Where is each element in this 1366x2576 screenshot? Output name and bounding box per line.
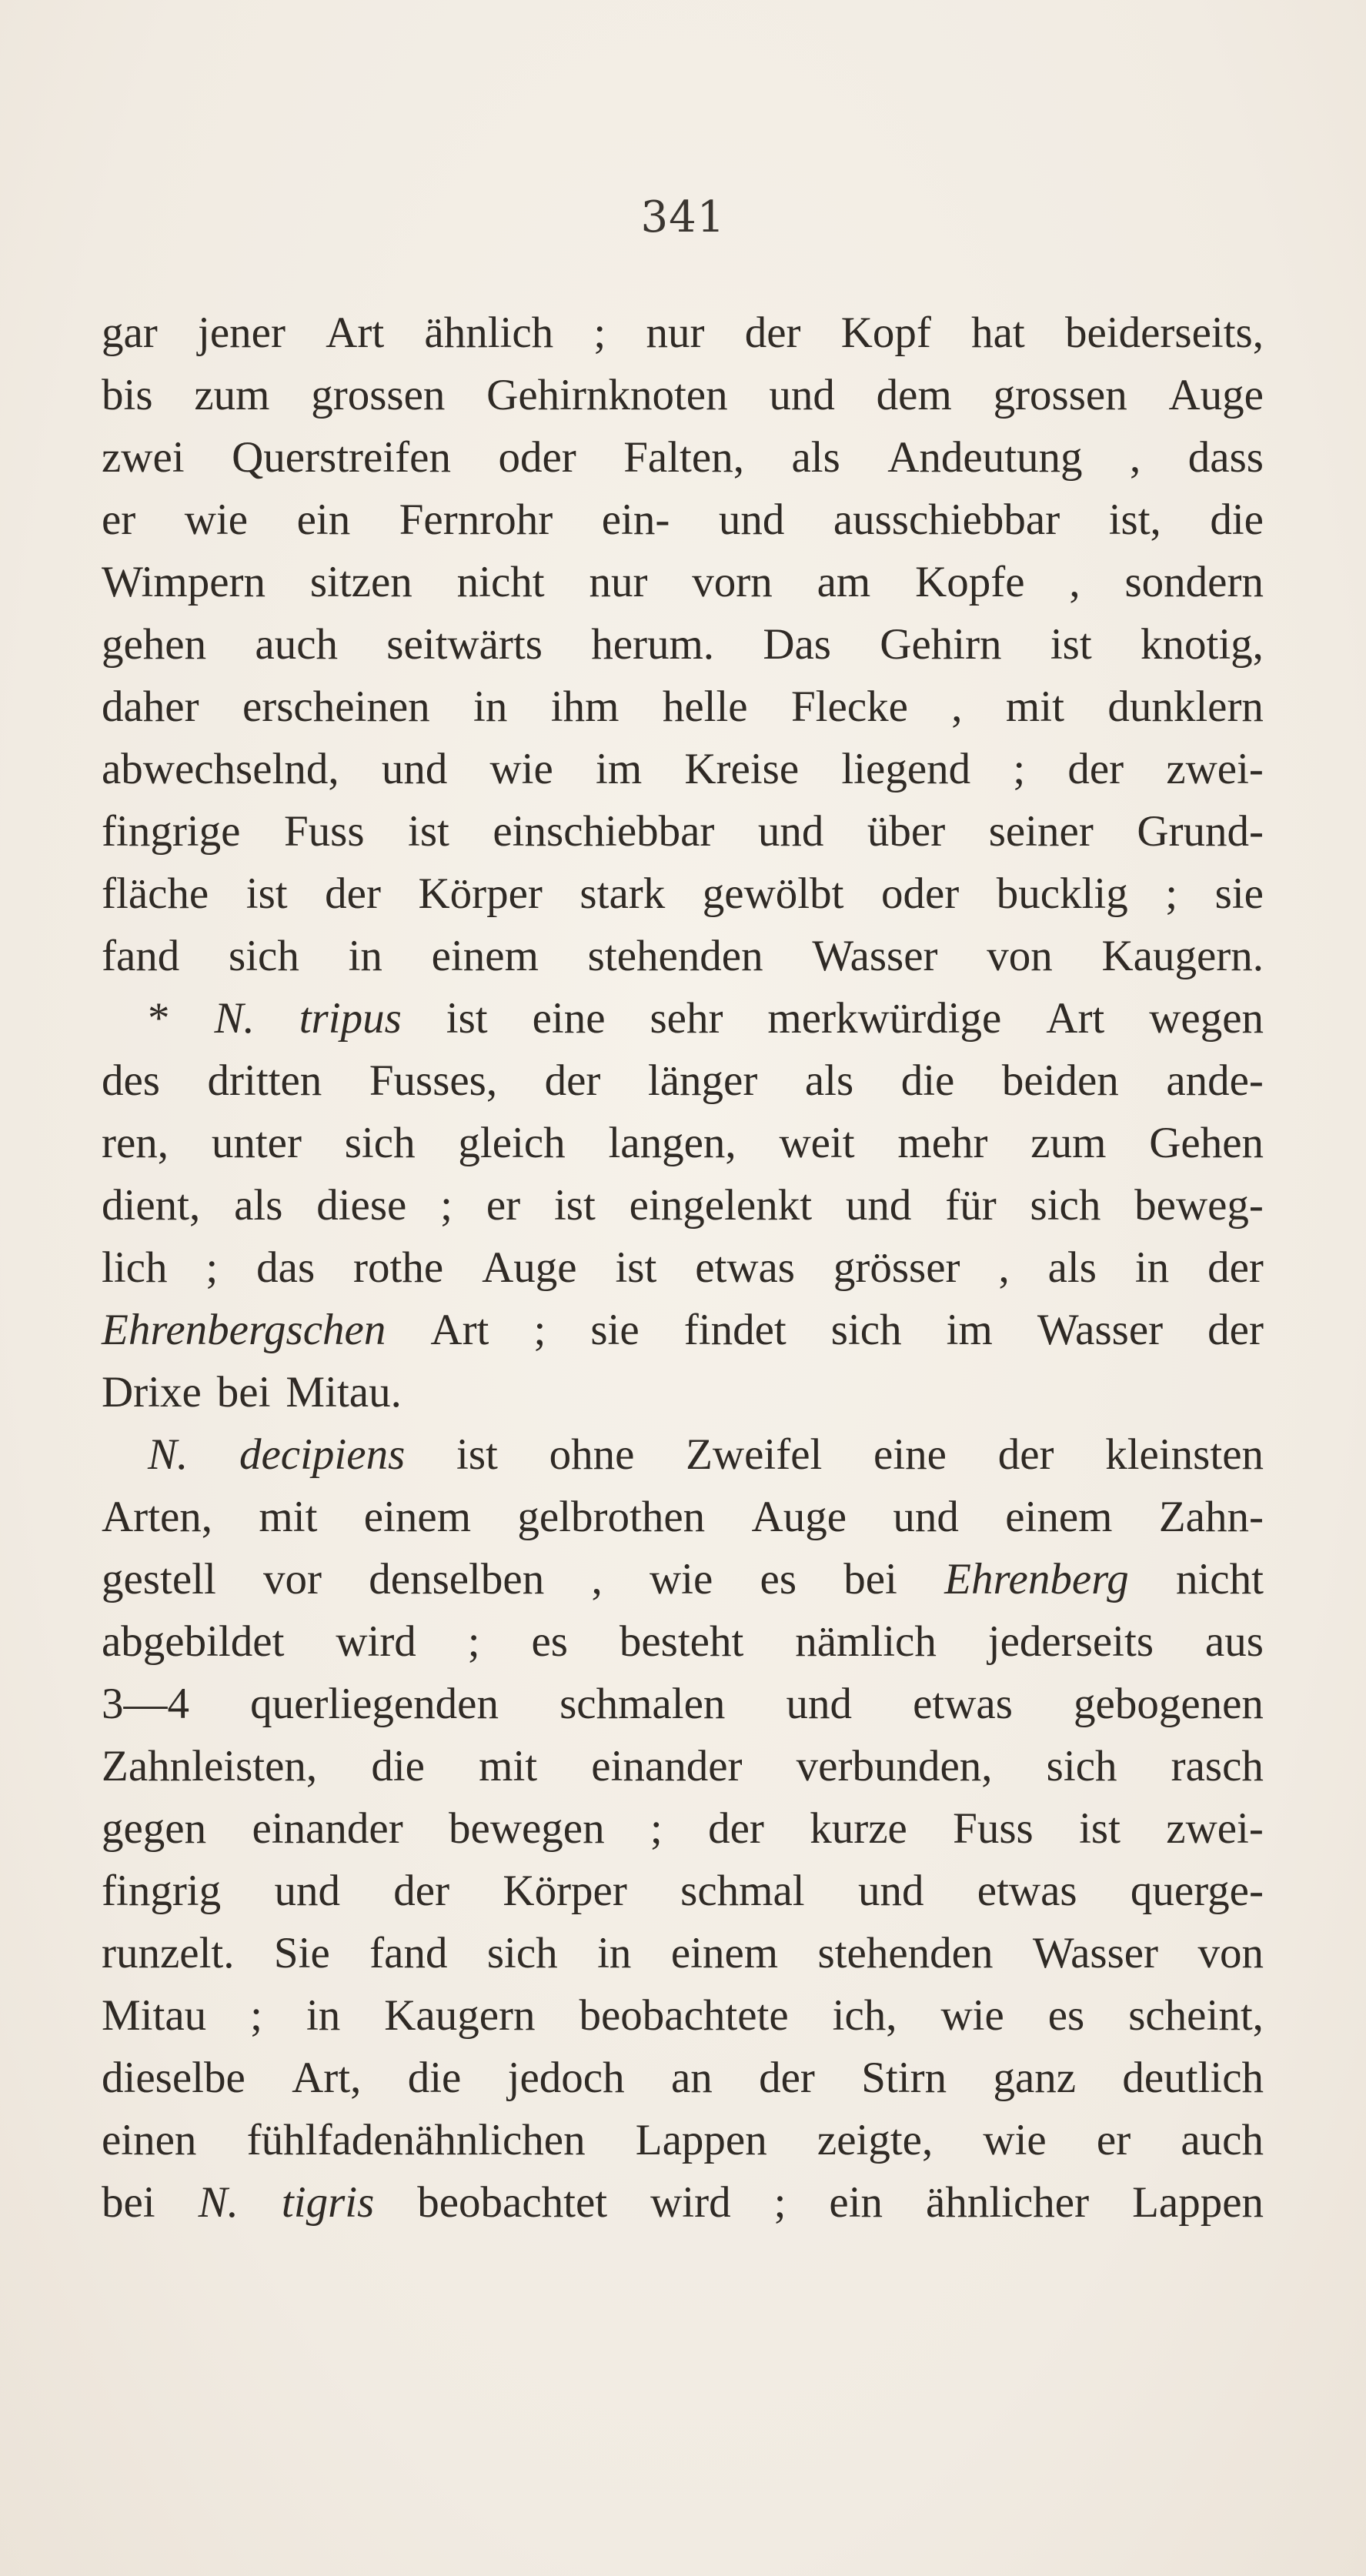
word: tigris — [281, 2178, 375, 2227]
word: beweg- — [1134, 1181, 1264, 1230]
text-line — [102, 738, 1264, 800]
word: N. — [214, 994, 255, 1043]
word: Sie — [273, 1929, 330, 1977]
word: stehenden — [817, 1929, 994, 1977]
word: runzelt. — [102, 1929, 235, 1977]
word: für — [945, 1181, 997, 1230]
word: im — [946, 1306, 993, 1354]
word: sich — [1030, 1181, 1101, 1230]
word: der — [544, 1056, 601, 1105]
text-line — [102, 1735, 1264, 1797]
word: beobachtete — [579, 1991, 789, 2040]
word: Fuss — [953, 1804, 1034, 1853]
word: eine — [532, 994, 606, 1043]
text-line — [102, 800, 1264, 863]
word: der — [759, 2054, 815, 2102]
word: dieselbe — [102, 2054, 245, 2102]
word: gestell — [102, 1555, 216, 1603]
word: der — [325, 869, 381, 918]
word: Art, — [292, 2054, 362, 2102]
word: herum. — [591, 620, 715, 669]
word: Fuss — [283, 807, 365, 856]
word: fühlfadenähnlichen — [246, 2116, 586, 2164]
word: N. — [148, 1430, 189, 1479]
word: , — [998, 1243, 1010, 1292]
word: knotig, — [1140, 620, 1264, 669]
word: nicht — [456, 558, 545, 606]
word: er — [102, 496, 136, 544]
word: und — [757, 807, 824, 856]
word: fingrige — [102, 807, 241, 856]
word: sich — [830, 1306, 902, 1354]
word: Kreise — [684, 745, 800, 793]
word: ihm — [550, 682, 620, 731]
word: eine — [873, 1430, 947, 1479]
word: in — [348, 932, 382, 980]
word: , — [591, 1555, 603, 1603]
word: Ehrenbergschen — [102, 1306, 386, 1354]
word: gehen — [102, 620, 207, 669]
word: wegen — [1149, 994, 1264, 1043]
word: Drixe — [102, 1368, 202, 1416]
word: querge- — [1130, 1867, 1264, 1915]
word: einander — [252, 1804, 403, 1853]
text-line — [102, 302, 1264, 364]
word: ein- — [601, 496, 670, 544]
word: einem — [363, 1493, 472, 1541]
word: seiner — [988, 807, 1094, 856]
word: sich — [486, 1929, 558, 1977]
text-line — [102, 1299, 1264, 1361]
word: und — [381, 745, 448, 793]
word: ; — [773, 2178, 787, 2227]
word: nur — [646, 309, 705, 357]
word: vor — [263, 1555, 322, 1603]
text-line — [102, 1112, 1264, 1174]
word: fingrig — [102, 1867, 222, 1915]
text-line — [102, 2171, 1264, 2234]
word: die — [1210, 496, 1264, 544]
word: ren, — [102, 1119, 169, 1167]
word: oder — [880, 869, 960, 918]
word: abgebildet — [102, 1617, 285, 1666]
word: das — [256, 1243, 316, 1292]
word: ; — [205, 1243, 219, 1292]
word: bei — [216, 1368, 271, 1416]
word: abwechselnd, — [102, 745, 339, 793]
text-line — [102, 1423, 1264, 1486]
word: scheint, — [1128, 1991, 1264, 2040]
word: ist — [446, 994, 488, 1043]
word: mit — [479, 1742, 538, 1790]
word: ein — [296, 496, 351, 544]
word: weit — [779, 1119, 855, 1167]
word: an — [670, 2054, 713, 2102]
word: Das — [763, 620, 831, 669]
word: Wimpern — [102, 558, 266, 606]
word: Ehrenberg — [944, 1555, 1129, 1603]
word: ist — [456, 1430, 498, 1479]
word: der — [393, 1867, 450, 1915]
word: daher — [102, 682, 199, 731]
word: ohne — [549, 1430, 635, 1479]
word: am — [817, 558, 871, 606]
word: von — [987, 932, 1053, 980]
word: wie — [940, 1991, 1004, 2040]
word: stehenden — [587, 932, 763, 980]
word: und — [845, 1181, 912, 1230]
word: Falten, — [623, 433, 744, 482]
word: Auge — [482, 1243, 577, 1292]
word: Zweifel — [686, 1430, 823, 1479]
word: Kopf — [840, 309, 931, 357]
word: , — [1130, 433, 1141, 482]
word: ; — [593, 309, 606, 357]
word: mit — [1005, 682, 1064, 731]
word: Querstreifen — [232, 433, 451, 482]
word: gewölbt — [702, 869, 844, 918]
word: etwas — [695, 1243, 795, 1292]
word: Kaugern. — [1101, 932, 1264, 980]
word: 3—4 — [102, 1680, 189, 1728]
word: auch — [1181, 2116, 1264, 2164]
word: als — [791, 433, 840, 482]
text-line — [102, 1673, 1264, 1735]
word: sich — [1046, 1742, 1117, 1790]
word: beiden — [1001, 1056, 1119, 1105]
word: ; — [650, 1804, 663, 1853]
word: Arten, — [102, 1493, 213, 1541]
word: ähnlicher — [926, 2178, 1090, 2227]
word: und — [786, 1680, 852, 1728]
word: wird — [650, 2178, 731, 2227]
word: * — [148, 994, 170, 1043]
word: ; — [440, 1181, 453, 1230]
word: des — [102, 1056, 160, 1105]
word: diese — [316, 1181, 407, 1230]
word: gelbrothen — [517, 1493, 706, 1541]
word: bis — [102, 371, 153, 419]
word: hat — [971, 309, 1025, 357]
word: in — [473, 682, 508, 731]
word: Zahnleisten, — [102, 1742, 318, 1790]
word: er — [1096, 2116, 1131, 2164]
word: Fernrohr — [399, 496, 553, 544]
word: beobachtet — [417, 2178, 608, 2227]
word: deutlich — [1122, 2054, 1264, 2102]
word: ; — [533, 1306, 546, 1354]
text-line — [102, 1860, 1264, 1922]
text-line — [102, 1797, 1264, 1860]
word: bei — [102, 2178, 155, 2227]
word: Wasser — [812, 932, 938, 980]
word: es — [760, 1555, 797, 1603]
word: etwas — [977, 1867, 1077, 1915]
text-line — [102, 613, 1264, 676]
word: nur — [589, 558, 648, 606]
word: zwei- — [1166, 1804, 1264, 1853]
text-line — [102, 1236, 1264, 1299]
word: mit — [259, 1493, 318, 1541]
word: Kaugern — [384, 1991, 536, 2040]
word: und — [718, 496, 785, 544]
word: denselben — [369, 1555, 545, 1603]
word: zum — [194, 371, 270, 419]
word: sitzen — [309, 558, 412, 606]
word: als — [804, 1056, 854, 1105]
word: Grund- — [1137, 807, 1264, 856]
word: gar — [102, 309, 158, 357]
word: stark — [579, 869, 666, 918]
word: Auge — [1168, 371, 1264, 419]
text-line — [102, 1174, 1264, 1236]
word: länger — [647, 1056, 758, 1105]
word: N. — [198, 2178, 239, 2227]
word: sehr — [650, 994, 723, 1043]
word: seitwärts — [386, 620, 543, 669]
word: sie — [1214, 869, 1264, 918]
word: in — [597, 1929, 632, 1977]
text-line — [102, 863, 1264, 925]
word: grossen — [993, 371, 1127, 419]
word: sie — [590, 1306, 640, 1354]
word: ; — [1165, 869, 1178, 918]
word: ganz — [993, 2054, 1077, 2102]
word: im — [596, 745, 643, 793]
word: erscheinen — [242, 682, 430, 731]
word: wie — [649, 1555, 713, 1603]
word: Gehirn — [880, 620, 1002, 669]
word: eingelenkt — [629, 1181, 813, 1230]
text-line — [102, 2109, 1264, 2171]
word: als — [1047, 1243, 1097, 1292]
word: die — [900, 1056, 955, 1105]
word: der — [1207, 1306, 1264, 1354]
word: dass — [1187, 433, 1264, 482]
word: die — [371, 1742, 425, 1790]
text-line — [102, 1486, 1264, 1548]
text-line — [102, 676, 1264, 738]
word: Art — [326, 309, 385, 357]
word: nämlich — [795, 1617, 937, 1666]
word: einschiebbar — [493, 807, 715, 856]
word: zum — [1030, 1119, 1107, 1167]
word: rothe — [353, 1243, 444, 1292]
word: jener — [198, 309, 286, 357]
text-line — [102, 1922, 1264, 1984]
word: als — [234, 1181, 283, 1230]
word: bewegen — [449, 1804, 605, 1853]
word: lich — [102, 1243, 168, 1292]
word: ähnlich — [424, 309, 554, 357]
word: von — [1197, 1929, 1264, 1977]
word: es — [531, 1617, 568, 1666]
word: einem — [670, 1929, 779, 1977]
word: , — [951, 682, 963, 731]
word: einem — [431, 932, 539, 980]
word: tripus — [299, 994, 402, 1043]
word: in — [306, 1991, 341, 2040]
word: zwei- — [1166, 745, 1264, 793]
word: der — [708, 1804, 764, 1853]
word: Kopfe — [915, 558, 1025, 606]
word: schmal — [680, 1867, 805, 1915]
word: ist — [245, 869, 288, 918]
word: einem — [1005, 1493, 1113, 1541]
word: und — [857, 1867, 924, 1915]
word: sich — [229, 932, 299, 980]
word: er — [486, 1181, 521, 1230]
word: es — [1047, 1991, 1085, 2040]
word: ist — [1079, 1804, 1121, 1853]
word: der — [1067, 745, 1124, 793]
word: der — [997, 1430, 1054, 1479]
word: unter — [211, 1119, 302, 1167]
word: schmalen — [559, 1680, 726, 1728]
text-line — [102, 1049, 1264, 1112]
word: wie — [184, 496, 249, 544]
word: Lappen — [1132, 2178, 1264, 2227]
word: rasch — [1171, 1742, 1264, 1790]
word: sondern — [1124, 558, 1264, 606]
word: dem — [876, 371, 952, 419]
text-line — [102, 925, 1264, 987]
word: Stirn — [861, 2054, 947, 2102]
word: oder — [498, 433, 576, 482]
text-line — [102, 1548, 1264, 1610]
word: Mitau — [102, 1991, 207, 2040]
word: helle — [662, 682, 748, 731]
text-line — [102, 1610, 1264, 1673]
word: liegend — [841, 745, 971, 793]
word: besteht — [619, 1617, 744, 1666]
word: Zahn- — [1158, 1493, 1264, 1541]
word: vorn — [692, 558, 773, 606]
word: ist — [1050, 620, 1092, 669]
word: langen, — [608, 1119, 736, 1167]
word: merkwürdige — [767, 994, 1002, 1043]
word: in — [1134, 1243, 1170, 1292]
text-line — [102, 1361, 1264, 1423]
word: einander — [591, 1742, 743, 1790]
text-line — [102, 2047, 1264, 2109]
word: , — [1069, 558, 1080, 606]
word: wie — [489, 745, 553, 793]
word: kleinsten — [1105, 1430, 1264, 1479]
word: zeigte, — [817, 2116, 933, 2164]
word: fand — [102, 932, 180, 980]
word: die — [407, 2054, 462, 2102]
word: dient, — [102, 1181, 201, 1230]
word: Wasser — [1037, 1306, 1164, 1354]
word: Auge — [751, 1493, 847, 1541]
word: ist — [553, 1181, 596, 1230]
word: Art — [1046, 994, 1105, 1043]
body-text — [102, 302, 1264, 2234]
word: ich, — [832, 1991, 897, 2040]
word: Mitau. — [286, 1368, 402, 1416]
text-line — [102, 987, 1264, 1049]
word: ein — [829, 2178, 883, 2227]
word: und — [893, 1493, 959, 1541]
word: jederseits — [987, 1617, 1154, 1666]
word: zwei — [102, 433, 185, 482]
word: grossen — [311, 371, 446, 419]
word: ; — [467, 1617, 480, 1666]
word: fand — [369, 1929, 448, 1977]
word: jedoch — [507, 2054, 625, 2102]
word: und — [769, 371, 835, 419]
page-number: 341 — [640, 192, 726, 242]
word: grösser — [833, 1243, 960, 1292]
word: mehr — [897, 1119, 988, 1167]
word: einen — [102, 2116, 197, 2164]
word: findet — [683, 1306, 787, 1354]
word: Körper — [503, 1867, 627, 1915]
word: auch — [255, 620, 338, 669]
text-line — [102, 364, 1264, 426]
word: Gehen — [1149, 1119, 1264, 1167]
word: gegen — [102, 1804, 207, 1853]
word: Flecke — [790, 682, 908, 731]
word: Körper — [418, 869, 543, 918]
word: dritten — [207, 1056, 322, 1105]
word: bucklig — [996, 869, 1128, 918]
word: ausschiebbar — [833, 496, 1060, 544]
word: und — [274, 1867, 340, 1915]
word: ande- — [1166, 1056, 1264, 1105]
word: beiderseits, — [1064, 309, 1264, 357]
word: Fusses, — [369, 1056, 498, 1105]
text-line — [102, 1984, 1264, 2047]
word: Gehirnknoten — [486, 371, 728, 419]
text-line — [102, 489, 1264, 551]
word: dunklern — [1107, 682, 1264, 731]
word: gleich — [458, 1119, 566, 1167]
word: gebogenen — [1074, 1680, 1264, 1728]
word: wie — [983, 2116, 1047, 2164]
word: ist, — [1108, 496, 1161, 544]
word: ist — [615, 1243, 657, 1292]
word: etwas — [913, 1680, 1013, 1728]
word: kurze — [810, 1804, 907, 1853]
word: verbunden, — [796, 1742, 993, 1790]
word: sich — [344, 1119, 416, 1167]
word: decipiens — [239, 1430, 406, 1479]
word: ; — [250, 1991, 262, 2040]
word: Andeutung — [887, 433, 1083, 482]
word: Wasser — [1032, 1929, 1159, 1977]
word: Lappen — [635, 2116, 767, 2164]
word: Art — [430, 1306, 489, 1354]
word: wird — [336, 1617, 416, 1666]
text-line — [102, 551, 1264, 613]
word: ist — [408, 807, 449, 856]
word: querliegenden — [250, 1680, 499, 1728]
word: der — [744, 309, 801, 357]
word: fläche — [102, 869, 209, 918]
word: der — [1207, 1243, 1264, 1292]
word: nicht — [1175, 1555, 1264, 1603]
text-line — [102, 426, 1264, 489]
word: aus — [1204, 1617, 1264, 1666]
word: über — [867, 807, 946, 856]
word: bei — [843, 1555, 897, 1603]
word: ; — [1013, 745, 1026, 793]
